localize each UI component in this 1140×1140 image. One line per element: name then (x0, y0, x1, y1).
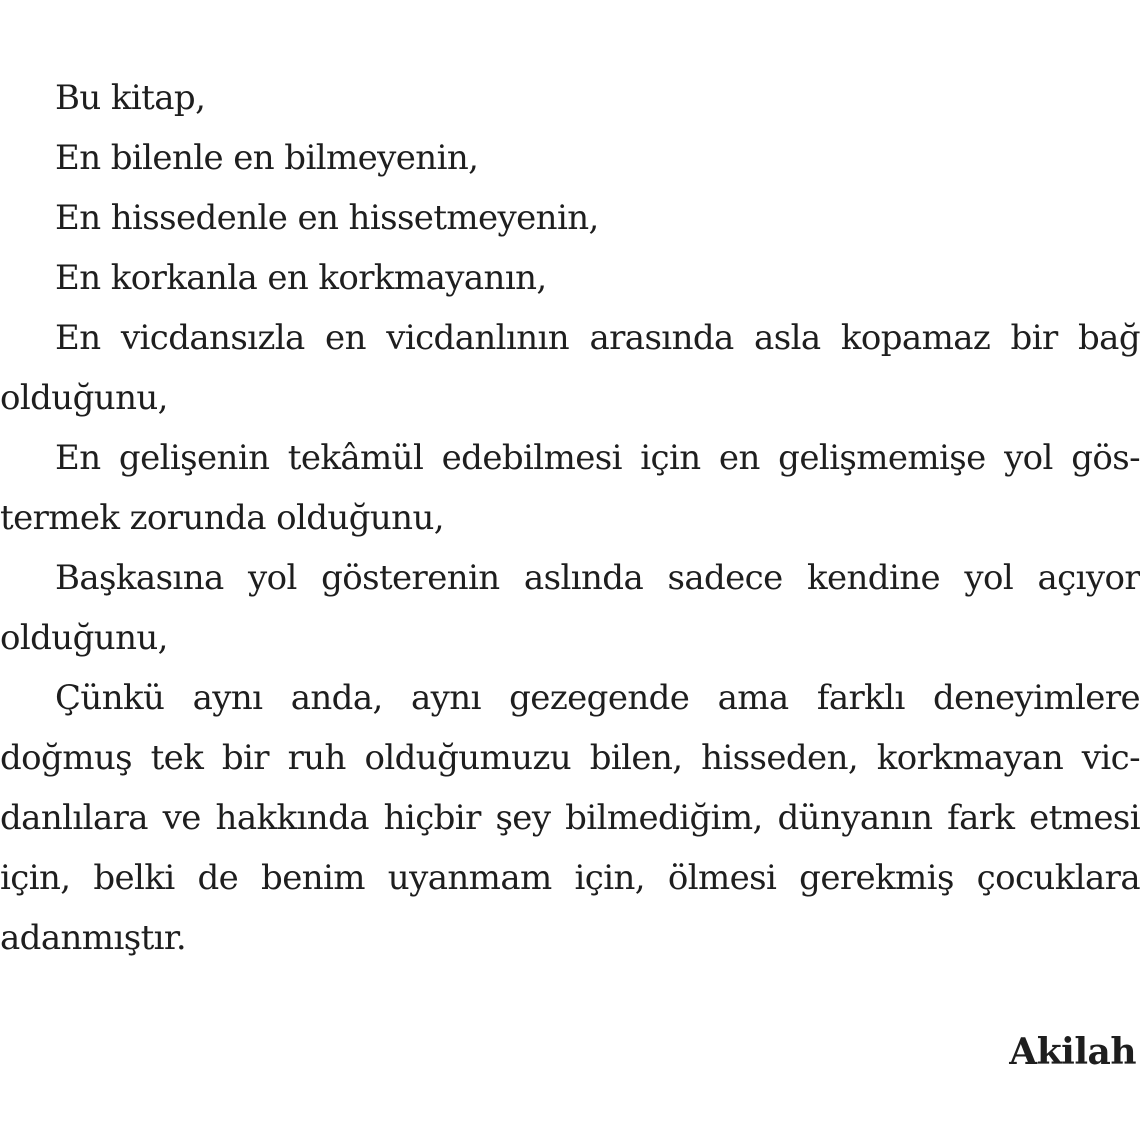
dedication-line: doğmuş tek bir ruh olduğumuzu bilen, hisseden, korkmayan vic- (0, 738, 1140, 778)
dedication-line: En korkanla en korkmayanın, (55, 258, 547, 298)
dedication-line: olduğunu, (0, 378, 168, 418)
dedication-line: En gelişenin tekâmül edebilmesi için en gelişmemişe yol gös- (55, 438, 1140, 478)
dedication-line: En vicdansızla en vicdanlının arasında asla kopamaz bir bağ (55, 318, 1140, 358)
dedication-line: Çünkü aynı anda, aynı gezegende ama farklı deneyimlere (55, 678, 1140, 718)
dedication-line: olduğunu, (0, 618, 168, 658)
dedication-line: En bilenle en bilmeyenin, (55, 138, 479, 178)
dedication-line: adanmıştır. (0, 918, 187, 958)
dedication-line: danlılara ve hakkında hiçbir şey bilmediğim, dünyanın fark etmesi (0, 798, 1140, 838)
dedication-line: En hissedenle en hissetmeyenin, (55, 198, 599, 238)
dedication-line: termek zorunda olduğunu, (0, 498, 444, 538)
dedication-line: Bu kitap, (55, 78, 206, 118)
author-signature: Akilah (1009, 1031, 1136, 1073)
dedication-line: Başkasına yol gösterenin aslında sadece kendine yol açıyor (55, 558, 1140, 598)
dedication-line: için, belki de benim uyanmam için, ölmesi gerekmiş çocuklara (0, 858, 1140, 898)
